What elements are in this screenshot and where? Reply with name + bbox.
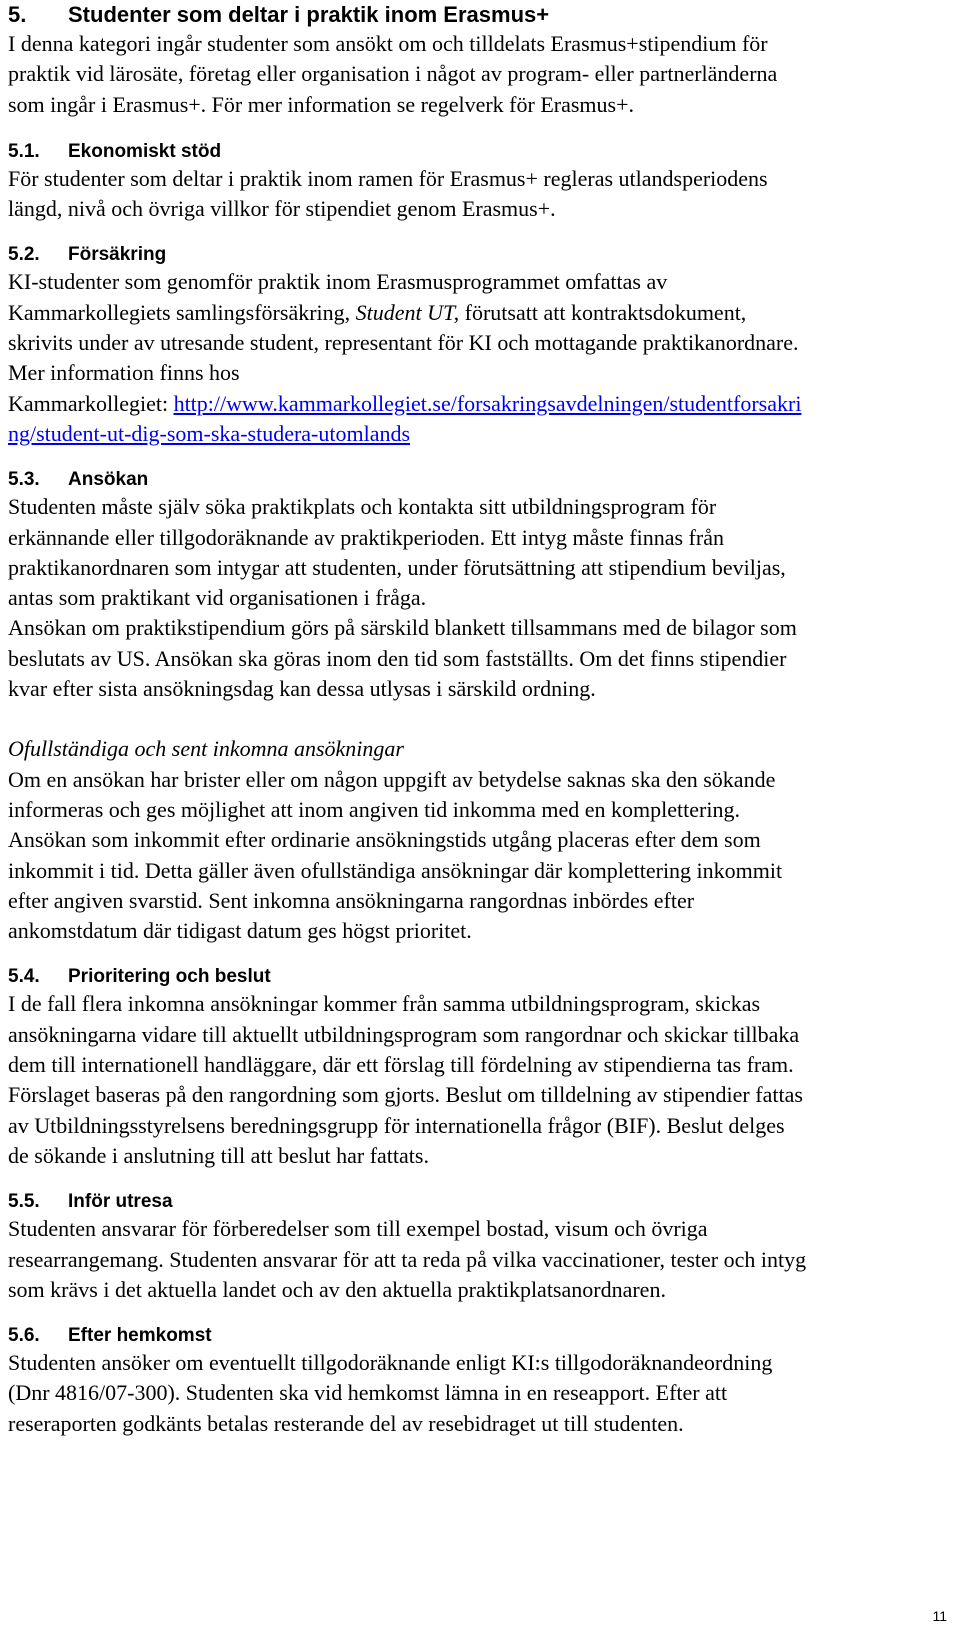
body-line: Studenten måste själv söka praktikplats och kontakta sitt utbildningsprogram för — [8, 494, 717, 520]
section-number: 5.5. — [8, 1191, 40, 1213]
section-title: Prioritering och beslut — [68, 966, 271, 988]
body-line — [8, 419, 958, 449]
section-title: Ekonomiskt stöd — [68, 140, 222, 162]
section-title: Ansökan — [68, 469, 149, 491]
section-5-2-heading — [8, 243, 958, 267]
body-line: som krävs i det aktuella landet och av den aktuella praktikplatsanordnaren. — [8, 1276, 666, 1302]
body-text: Kammarkollegiets samlingsförsäkring, — [8, 299, 356, 325]
section-title: Efter hemkomst — [68, 1325, 212, 1347]
section-5-5-heading — [8, 1190, 958, 1214]
body-line: efter angiven svarstid. Sent inkomna ansökningarna rangordnas inbördes efter — [8, 887, 695, 913]
body-line: I denna kategori ingår studenter som ansökt om och tilldelats Erasmus+stipendium för — [8, 31, 768, 56]
body-line: ansökningarna vidare till aktuellt utbildningsprogram som rangordnar och skickar tillbaka — [8, 1021, 800, 1047]
section-5-1-body — [8, 164, 958, 225]
body-line: För studenter som deltar i praktik inom ramen för Erasmus+ regleras utlandsperiodens — [8, 165, 768, 191]
body-line: av Utbildningsstyrelsens beredningsgrupp för internationella frågor (BIF). Beslut delges — [8, 1112, 785, 1138]
body-line: KI-studenter som genomför praktik inom Erasmusprogrammet omfattas av — [8, 269, 668, 295]
body-line: Ansökan om praktikstipendium görs på särskild blankett tillsammans med de bilagor som — [8, 615, 797, 641]
body-line: ankomstdatum där tidigast datum ges högst prioritet. — [8, 918, 472, 944]
body-line: Förslaget baseras på den rangordning som gjorts. Beslut om tilldelning av stipendier fattas — [8, 1082, 803, 1108]
section-5-5-body — [8, 1214, 958, 1305]
body-line: skrivits under av utresande student, representant för KI och mottagande praktikanordnare. — [8, 330, 799, 356]
body-line: dem till internationell handläggare, där ett förslag till fördelning av stipendierna tas fram. — [8, 1052, 794, 1078]
body-line: som ingår i Erasmus+. För mer information se regelverk för Erasmus+. — [8, 91, 635, 117]
body-line: praktik vid lärosäte, företag eller organisation i något av program- eller partnerländerna — [8, 61, 778, 87]
section-number: 5.1. — [8, 140, 40, 162]
section-number: 5. — [8, 2, 27, 27]
body-line: beslutats av US. Ansökan ska göras inom den tid som fastställts. Om det finns stipendier — [8, 645, 787, 671]
body-line: Mer information finns hos — [8, 360, 240, 386]
body-line: Studenten ansöker om eventuellt tillgodoräknande enligt KI:s tillgodoräknandeordning — [8, 1350, 773, 1376]
body-line — [8, 298, 958, 328]
page-number: 11 — [932, 1608, 947, 1624]
body-line: längd, nivå och övriga villkor för stipendiet genom Erasmus+. — [8, 196, 556, 222]
body-line: informeras och ges möjlighet att inom angiven tid inkomma med en komplettering. — [8, 796, 740, 822]
section-5-4-body — [8, 989, 958, 1171]
kammarkollegiet-link[interactable]: http://www.kammarkollegiet.se/forsakringsavdelningen/studentforsakri — [173, 390, 802, 416]
section-number: 5.6. — [8, 1325, 40, 1347]
body-line: (Dnr 4816/07-300). Studenten ska vid hemkomst lämna in en reseapport. Efter att — [8, 1380, 728, 1406]
body-text: förutsatt att kontraktsdokument, — [459, 299, 747, 325]
kammarkollegiet-link-continued[interactable]: ng/student-ut-dig-som-ska-studera-utomlands — [8, 420, 411, 446]
section-5-3-heading — [8, 468, 958, 492]
body-line: I de fall flera inkomna ansökningar kommer från samma utbildningsprogram, skickas — [8, 991, 761, 1017]
section-5-heading — [8, 0, 958, 29]
insurance-name: Student UT, — [355, 299, 460, 325]
section-5-3-body — [8, 492, 958, 946]
blank-line — [8, 704, 958, 734]
section-title: Inför utresa — [68, 1191, 173, 1213]
body-line: de sökande i anslutning till att beslut har fattats. — [8, 1142, 429, 1168]
subheading: Ofullständiga och sent inkomna ansökningar — [8, 736, 404, 762]
body-line: reseraporten godkänts betalas resterande del av resebidraget ut till studenten. — [8, 1410, 684, 1436]
body-line: Studenten ansvarar för förberedelser som till exempel bostad, visum och övriga — [8, 1216, 708, 1242]
section-number: 5.2. — [8, 244, 40, 266]
section-number: 5.3. — [8, 469, 40, 491]
body-line: praktikanordnaren som intygar att studenten, under förutsättning att stipendium beviljas, — [8, 554, 786, 580]
section-5-6-heading — [8, 1324, 958, 1348]
section-title: Försäkring — [68, 244, 167, 266]
body-line — [8, 389, 958, 419]
body-line: researrangemang. Studenten ansvarar för att ta reda på vilka vaccinationer, tester och intyg — [8, 1246, 807, 1272]
section-number: 5.4. — [8, 966, 40, 988]
document-page — [8, 0, 958, 1439]
section-5-6-body — [8, 1348, 958, 1439]
section-5-4-heading — [8, 965, 958, 989]
body-text: Kammarkollegiet: — [8, 390, 174, 416]
body-line: Om en ansökan har brister eller om någon uppgift av betydelse saknas ska den sökande — [8, 766, 776, 792]
body-line: kvar efter sista ansökningsdag kan dessa utlysas i särskild ordning. — [8, 676, 596, 702]
section-title: Studenter som deltar i praktik inom Erasmus+ — [68, 2, 550, 27]
body-line: inkommit i tid. Detta gäller även ofullständiga ansökningar där komplettering inkommit — [8, 857, 783, 883]
section-5-1-heading — [8, 140, 958, 164]
body-line: Ansökan som inkommit efter ordinarie ansökningstids utgång placeras efter dem som — [8, 827, 761, 853]
section-5-body — [8, 29, 958, 120]
body-line: erkännande eller tillgodoräknande av praktikperioden. Ett intyg måste finnas från — [8, 524, 724, 550]
section-5-2-body — [8, 267, 958, 449]
body-line: antas som praktikant vid organisationen i fråga. — [8, 585, 427, 611]
